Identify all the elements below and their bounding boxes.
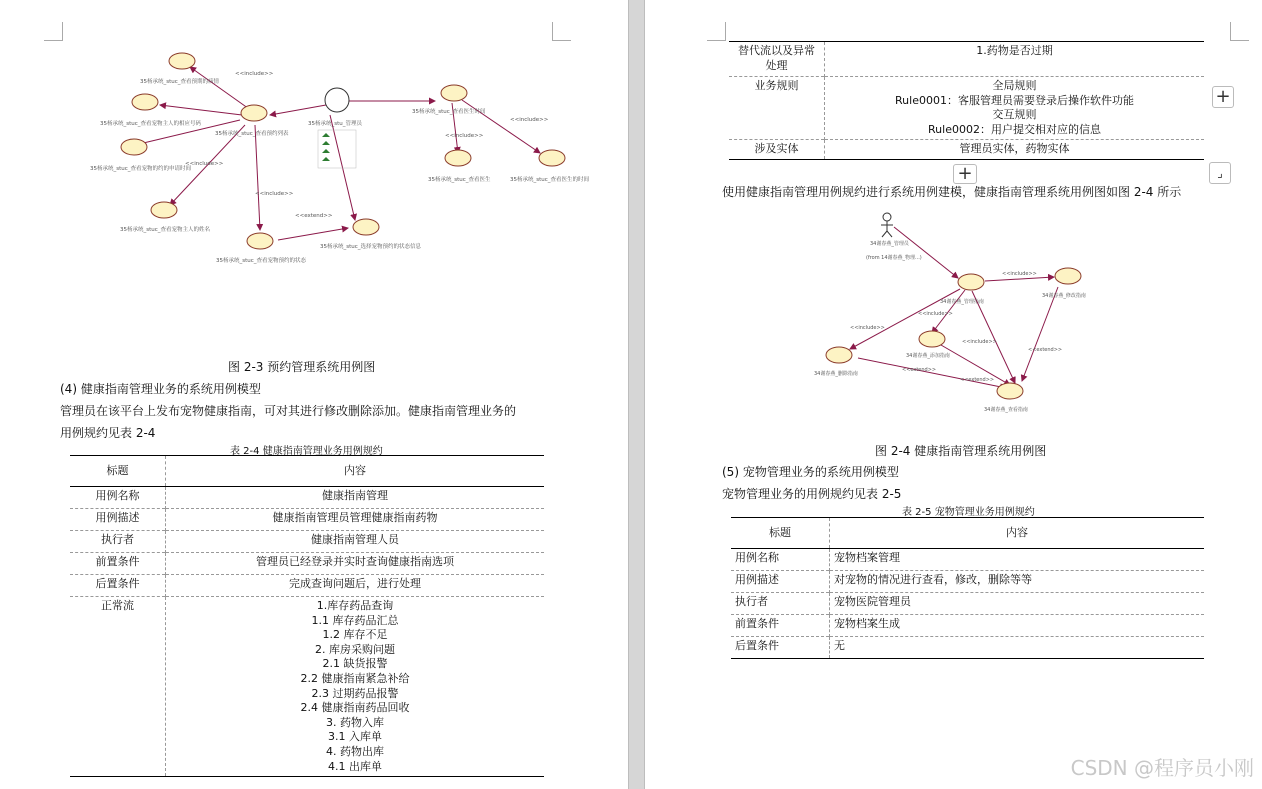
table-2-4 <box>70 455 544 777</box>
flow-step: 3. 药物入库 <box>326 715 384 729</box>
table24-caption: 表 2-4 健康指南管理业务用例规约 <box>230 446 383 457</box>
fig23-label: 35杨承统_stuc_查看医生的时间 <box>510 177 590 183</box>
table-row <box>729 140 1204 160</box>
fig24-stereotype: <<extend>> <box>902 367 937 373</box>
section4-paragraph-line2: 用例规约见表 2-4 <box>60 426 156 440</box>
table-cell-value: 宠物档案管理 <box>830 549 1205 571</box>
table-cell-value: 管理员实体，药物实体 <box>825 140 1205 160</box>
fig23-edge <box>278 228 348 240</box>
fig24-label: 34谢春燕_删除指南 <box>814 371 858 377</box>
fig24-label: (from 14谢春燕_物理...) <box>866 255 922 261</box>
table-cell-value: 健康指南管理员管理健康指南药物 <box>166 509 545 531</box>
flow-step: 2.1 缺货报警 <box>322 657 388 671</box>
table-cell-value: 对宠物的情况进行查看，修改，删除等等 <box>830 571 1205 593</box>
table-header-cell: 标题 <box>70 456 166 487</box>
crop-mark-top-right <box>1230 22 1249 41</box>
section5-paragraph: 宠物管理业务的用例规约见表 2-5 <box>722 487 902 501</box>
flow-step: 2.2 健康指南紧急补给 <box>300 671 410 685</box>
flow-step: 4.1 出库单 <box>328 759 382 773</box>
flow-step: 1.库存药品查询 <box>316 599 394 612</box>
fig23-actor-icon <box>325 88 349 112</box>
fig23-label: 35杨承统_stuc_查看医生时间 <box>412 109 486 115</box>
fig24-use-case-add <box>919 331 945 347</box>
table-row <box>70 575 544 597</box>
flow-step: 2. 库房采购问题 <box>315 642 395 656</box>
table-row <box>70 531 544 553</box>
fig23-caption: 图 2-3 预约管理系统用例图 <box>228 360 376 374</box>
table-cell-key: 执行者 <box>70 531 166 553</box>
table-cell-key: 前置条件 <box>731 615 830 637</box>
table-cell-value: 1.药物是否过期 <box>825 42 1205 77</box>
table-cell-key: 涉及实体 <box>729 140 825 160</box>
flow-step: 1.1 库存药品汇总 <box>311 613 399 627</box>
fig24-stereotype: <<extend>> <box>960 377 995 383</box>
table-cell-key: 用例描述 <box>731 571 830 593</box>
fig23-stereotype: <<extend>> <box>295 213 333 219</box>
fig24-stereotype: <<include>> <box>918 311 953 317</box>
fig23-use-case <box>241 105 267 121</box>
fig24-stereotype: <<include>> <box>962 339 997 345</box>
section4-heading: (4) 健康指南管理业务的系统用例模型 <box>60 382 261 396</box>
table-cell-value: 健康指南管理人员 <box>166 531 545 553</box>
fig23-actor-attributes <box>318 130 356 168</box>
crop-mark-top-left <box>707 22 726 41</box>
section5-heading: (5) 宠物管理业务的系统用例模型 <box>722 465 899 479</box>
fig23-label: 35杨承统_stuc_查看预约列表 <box>215 131 289 137</box>
rule-line: 全局规则 <box>992 79 1037 92</box>
table-cell-value: 宠物档案生成 <box>830 615 1205 637</box>
table-cell-key: 后置条件 <box>731 637 830 659</box>
table-row <box>731 593 1204 615</box>
fig24-label: 34谢春燕_修改指南 <box>1042 293 1086 299</box>
table-row <box>731 549 1204 571</box>
flow-step: 1.2 库存不足 <box>322 628 388 642</box>
table-cell-key: 前置条件 <box>70 553 166 575</box>
table-cell-key: 正常流 <box>70 597 166 777</box>
fig24-edge <box>894 227 958 278</box>
crop-mark-top-left <box>44 22 63 41</box>
fig24-stereotype: <<include>> <box>1002 271 1037 277</box>
fig23-label: 35杨承统_stuc_查看医生 <box>428 177 491 183</box>
section4-paragraph-line1: 管理员在该平台上发布宠物健康指南，可对其进行修改删除添加。健康指南管理业务的 <box>60 404 517 418</box>
fig23-use-case <box>441 85 467 101</box>
flow-step: 4. 药物出库 <box>326 744 384 758</box>
table-row <box>731 571 1204 593</box>
table-cell-key: 用例描述 <box>70 509 166 531</box>
table-row <box>70 487 544 509</box>
fig23-use-case <box>151 202 177 218</box>
fig24-stereotype: <<include>> <box>850 325 885 331</box>
fig23-edge <box>462 100 540 153</box>
table25-caption: 表 2-5 宠物管理业务用例规约 <box>902 507 1035 518</box>
fig24-use-case-view <box>997 383 1023 399</box>
fig24-actor-figure <box>881 213 893 237</box>
rule-line: Rule0001：客服管理员需要登录后操作软件功能 <box>895 93 1134 107</box>
table-2-5 <box>731 517 1204 659</box>
fig23-use-case <box>445 150 471 166</box>
fig23-label: 35杨承统_stuc_查看宠物的约的申请时间 <box>90 166 192 172</box>
fig23-use-case <box>121 139 147 155</box>
fig23-stereotype: <<include>> <box>235 71 274 77</box>
table-2-4-continued <box>729 41 1204 160</box>
fig23-stereotype: <<include>> <box>185 161 224 167</box>
fig24-intro-paragraph: 使用健康指南管理用例规约进行系统用例建模，健康指南管理系统用例图如图 2-4 所示 <box>722 185 1182 199</box>
normal-flow-list <box>166 597 545 777</box>
fig23-edge <box>270 105 326 115</box>
flow-step: 2.3 过期药品报警 <box>311 686 399 700</box>
flow-step: 3.1 入库单 <box>328 730 382 744</box>
table-row <box>70 553 544 575</box>
csdn-watermark: CSDN @程序员小刚 <box>1070 756 1254 780</box>
fig23-stereotype: <<include>> <box>445 133 484 139</box>
fig24-caption: 图 2-4 健康指南管理系统用例图 <box>875 444 1047 458</box>
table-cell-value: 无 <box>830 637 1205 659</box>
table-row <box>729 77 1204 140</box>
expand-table-icon[interactable]: ⌟ <box>1209 162 1231 184</box>
fig23-use-case <box>539 150 565 166</box>
fig23-use-case <box>169 53 195 69</box>
fig23-use-case <box>247 233 273 249</box>
table-cell-value: 管理员已经登录并实时查询健康指南选项 <box>166 553 545 575</box>
table-row <box>731 637 1204 659</box>
fig23-label: 35杨承统_stuc_选择宠物预约的状态信息 <box>320 244 422 250</box>
fig23-use-case <box>132 94 158 110</box>
left-page <box>0 0 628 789</box>
table-cell-value: 完成查询问题后，进行处理 <box>166 575 545 597</box>
fig23-label: 35杨承统_stuc_查看宠物主人的相应号码 <box>100 121 202 127</box>
fig23-label: 35杨承统_stuc_查看宠物预约的状态 <box>216 258 307 264</box>
fig23-edge <box>160 105 242 115</box>
add-block-plus-icon[interactable]: + <box>1212 86 1234 108</box>
table-header-cell: 标题 <box>731 518 830 549</box>
fig24-edge <box>985 277 1054 281</box>
table-header-row <box>731 518 1204 549</box>
table-header-row <box>70 456 544 487</box>
fig23-label: 35杨承统_stuc_查看宠物主人的姓名 <box>120 227 211 233</box>
table-cell-value: 健康指南管理 <box>166 487 545 509</box>
table-row <box>70 597 544 777</box>
fig24-edge <box>1022 287 1058 381</box>
fig24-use-case-delete <box>826 347 852 363</box>
fig24-use-case-manage <box>958 274 984 290</box>
fig23-stereotype: <<include>> <box>510 117 549 123</box>
table-cell-key: 业务规则 <box>729 77 825 140</box>
figure-2-4-use-case-diagram <box>810 205 1110 420</box>
fig23-label: 35杨承统_stuc_查看预期的病情 <box>140 79 220 85</box>
table-cell-value: 宠物医院管理员 <box>830 593 1205 615</box>
table-row <box>731 615 1204 637</box>
table-cell-key: 执行者 <box>731 593 830 615</box>
fig24-stereotype: <<extend>> <box>1028 347 1063 353</box>
rule-line: 交互规则 <box>992 108 1037 122</box>
flow-step: 2.4 健康指南药品回收 <box>300 701 410 715</box>
table-header-cell: 内容 <box>830 518 1205 549</box>
fig24-use-case-modify <box>1055 268 1081 284</box>
fig23-label: 35杨承统_stu_管理员 <box>308 121 363 127</box>
figure-2-3-use-case-diagram <box>90 45 590 275</box>
table-header-cell: 内容 <box>166 456 545 487</box>
fig23-use-case <box>353 219 379 235</box>
fig24-label: 34谢春燕_管理员 <box>870 241 909 247</box>
table-cell-key: 用例名称 <box>731 549 830 571</box>
table-row <box>70 509 544 531</box>
rule-line: Rule0002：用户提交相对应的信息 <box>928 122 1101 136</box>
fig24-label: 34谢春燕_添加指南 <box>906 353 950 359</box>
table-cell-key: 后置条件 <box>70 575 166 597</box>
fig23-edge <box>255 125 260 230</box>
fig23-stereotype: <<include>> <box>255 191 294 197</box>
crop-mark-top-right <box>552 22 571 41</box>
table-cell-key: 替代流以及异常处理 <box>729 42 825 77</box>
table-row <box>729 42 1204 77</box>
page-gutter-scrollbar[interactable] <box>628 0 645 789</box>
table-cell-key: 用例名称 <box>70 487 166 509</box>
fig24-label: 34谢春燕_管理指南 <box>940 299 984 305</box>
add-row-plus-icon[interactable]: + <box>953 164 977 184</box>
fig24-label: 34谢春燕_查看指南 <box>984 407 1028 413</box>
fig24-edge <box>858 358 1006 388</box>
table-cell-value <box>825 77 1205 140</box>
fig23-edge <box>330 115 355 220</box>
